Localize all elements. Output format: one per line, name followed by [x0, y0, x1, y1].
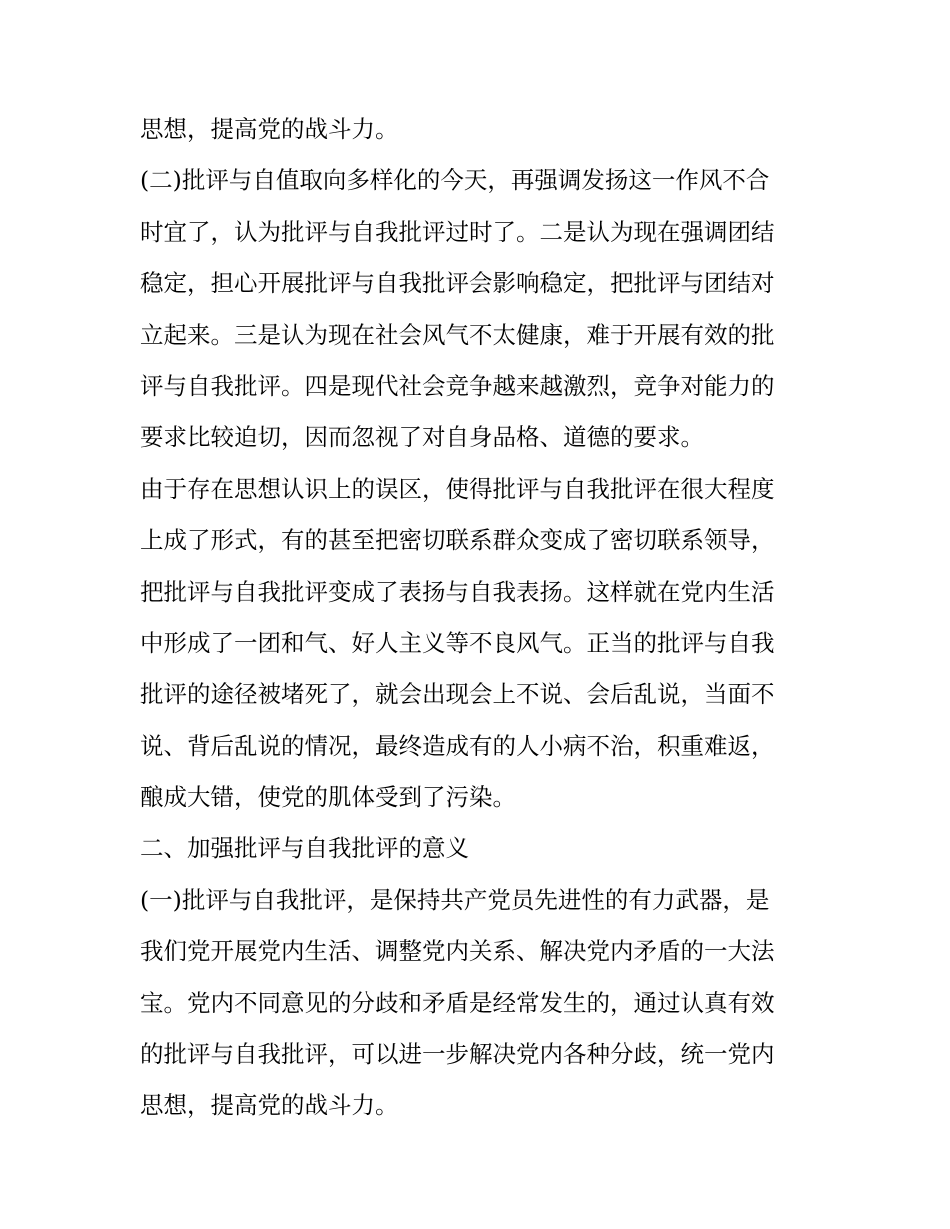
text-line: 中形成了一团和气、好人主义等不良风气。正当的批评与自我 [140, 628, 775, 657]
text-line: 要求比较迫切，因而忽视了对自身品格、道德的要求。 [140, 423, 704, 452]
text-line: 思想，提高党的战斗力。 [140, 1091, 399, 1120]
text-line: 宝。党内不同意见的分歧和矛盾是经常发生的，通过认真有效 [140, 988, 775, 1017]
text-line: 思想，提高党的战斗力。 [140, 115, 399, 143]
text-line: 由于存在思想认识上的误区，使得批评与自我批评在很大程度 [140, 474, 775, 503]
text-line: 立起来。三是认为现在社会风气不太健康，难于开展有效的批 [140, 320, 775, 349]
text-line: 批评的途径被堵死了，就会出现会上不说、会后乱说，当面不 [140, 680, 775, 709]
document-body [140, 104, 820, 1132]
text-line: 我们党开展党内生活、调整党内关系、解决党内矛盾的一大法 [140, 937, 775, 966]
text-line: (一)批评与自我批评，是保持共产党员先进性的有力武器，是 [140, 885, 770, 914]
text-line: 时宜了，认为批评与自我批评过时了。二是认为现在强调团结 [140, 217, 775, 246]
text-line: 的批评与自我批评，可以进一步解决党内各种分歧，统一党内 [140, 1040, 775, 1069]
text-line: 稳定，担心开展批评与自我批评会影响稳定，把批评与团结对 [140, 269, 775, 298]
text-line: 说、背后乱说的情况，最终造成有的人小病不治，积重难返， [140, 731, 775, 760]
text-line: 评与自我批评。四是现代社会竞争越来越激烈，竞争对能力的 [140, 371, 775, 400]
text-line: 把批评与自我批评变成了表扬与自我表扬。这样就在党内生活 [140, 577, 775, 606]
section-heading: 二、加强批评与自我批评的意义 [140, 834, 469, 863]
text-line: 酿成大错，使党的肌体受到了污染。 [140, 783, 516, 812]
text-line: 上成了形式，有的甚至把密切联系群众变成了密切联系领导， [140, 526, 775, 555]
text-line: (二)批评与自值取向多样化的今天，再强调发扬这一作风不合 [140, 166, 770, 195]
